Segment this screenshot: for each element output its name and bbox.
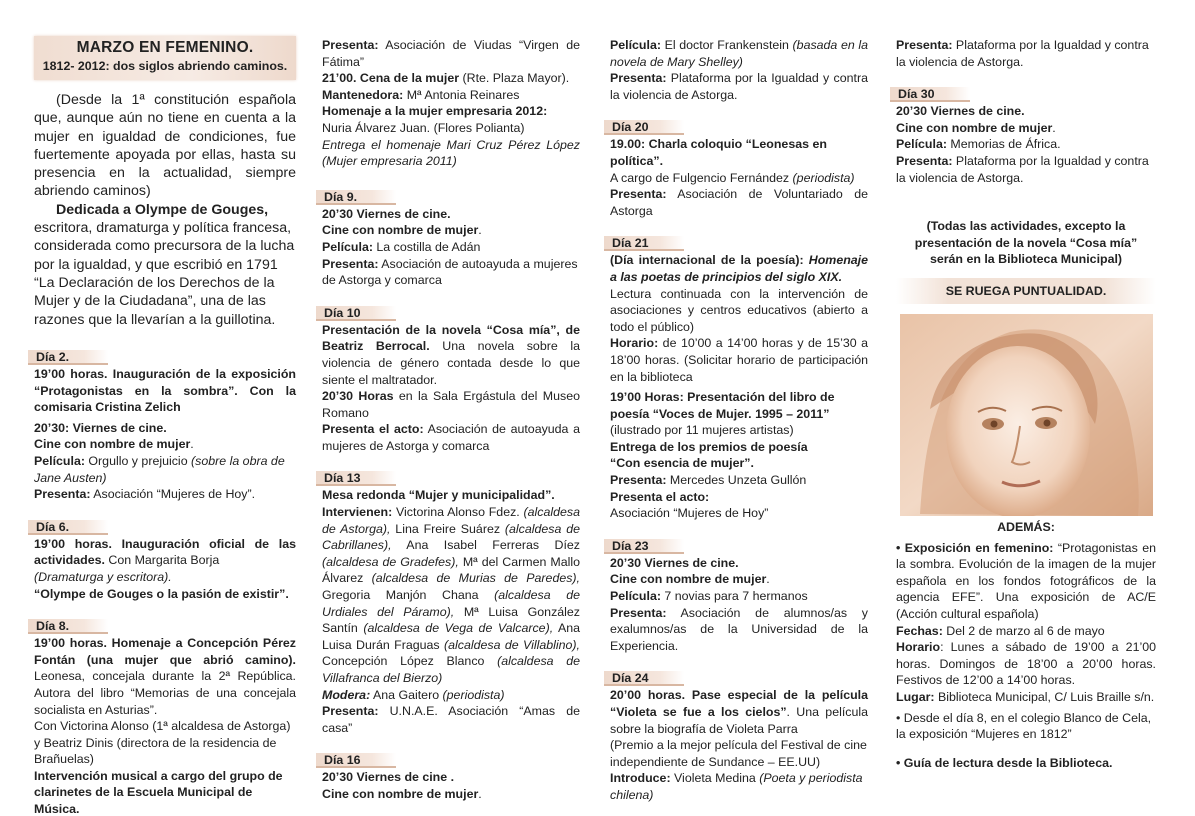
- title-box: [34, 36, 296, 80]
- dedication-text: escritora, dramaturga y política francesa, considerada como precursora de la lucha por la igualdad, y que escribió en 1791 “La Declaración de los Derechos de la Mujer y de la Ciudadana”, una de las razones que la llevarían a la guillotina.: [34, 220, 295, 328]
- column-4: [896, 37, 1156, 304]
- portrait-image: [900, 314, 1153, 516]
- day-6-section: [34, 520, 296, 602]
- day-2-line-2: 20’30: Viernes de cine.: [34, 420, 167, 435]
- day-23-section: Día 23 20’30 Viernes de cine. Cine con nombre de mujer. Película: 7 novias para 7 hermanos Presenta: Asociación de alumnos/as y exalumnos/as de la Universidad de la Experiencia.: [610, 539, 868, 655]
- day-8-line-3: Con Victorina Alonso (1ª alcaldesa de Astorga) y Beatriz Dinis (directora de la residencia de Brañuelas): [34, 719, 291, 767]
- day-8-line-4: Intervención musical a cargo del grupo de clarinetes de la Escuela Municipal de Música.: [34, 768, 283, 816]
- page-subtitle: 1812- 2012: dos siglos abriendo caminos.: [42, 59, 288, 73]
- day-16-tag: Día 16: [316, 753, 396, 768]
- intro-block: [34, 91, 296, 329]
- day-10-section: Día 10 Presentación de la novela “Cosa mía”, de Beatriz Berrocal. Una novela sobre la violencia de género contada desde lo que siente el maltratador. 20’30 Horas en la Sala Ergástula del Museo Romano Presenta el acto: Asociación de autoayuda a mujeres de Astorga y comarca: [322, 306, 580, 455]
- day-2-tag: Día 2.: [28, 350, 108, 365]
- column-1: [34, 350, 296, 816]
- day-2-film: Película: Orgullo y prejuicio (sobre la obra de Jane Austen): [34, 453, 285, 485]
- day-13-tag: Día 13: [316, 471, 396, 486]
- day-9-tag: Día 9.: [316, 190, 396, 205]
- day-30-section: Día 30 20’30 Viernes de cine. Cine con nombre de mujer. Película: Memorias de África. Presenta: Plataforma por la Igualdad y contra la violencia de Astorga.: [896, 87, 1156, 186]
- place-line: Lugar: Biblioteca Municipal, C/ Luis Braille s/n.: [896, 689, 1155, 704]
- ademas-heading: ADEMÁS:: [997, 520, 1055, 534]
- frankenstein-film: Película: El doctor Frankenstein (basada en la novela de Mary Shelley): [610, 38, 868, 69]
- day-2-presenter: Presenta: Asociación “Mujeres de Hoy”.: [34, 487, 256, 502]
- day-24-section: Día 24 20’00 horas. Pase especial de la película “Violeta se fue a los cielos”. Una película sobre la biografía de Violeta Parra (Premio a la mejor película del Festival de cine independiente de Sundance – EE.UU) Introduce: Violeta Medina (Poeta y periodista chilena): [610, 671, 868, 803]
- memorias-presenter-top: Presenta: Plataforma por la Igualdad y contra la violencia de Astorga.: [896, 38, 1149, 69]
- portrait-left-pupil: [991, 421, 998, 428]
- day-9-section: Día 9. 20’30 Viernes de cine. Cine con nombre de mujer. Película: La costilla de Adán Presenta: Asociación de autoayuda a mujeres de Astorga y comarca: [322, 190, 580, 289]
- day-8-tag: Día 8.: [28, 619, 108, 634]
- day-2-section: [34, 350, 296, 503]
- exhibition-item: • Exposición en femenino: “Protagonistas en la sombra. Evolución de la imagen de la mujer española en los fondos fotográficos de la agencia EFE”. Una exposición de AC/E (Acción cultural española): [896, 540, 1156, 621]
- widows-presenter: Presenta: Asociación de Viudas “Virgen de Fátima”: [322, 38, 580, 69]
- day-2-line-1: 19’00 horas. Inauguración de la exposición “Protagonistas en la sombra”. Con la comisaria Cristina Zelich: [34, 367, 296, 415]
- tribute-name: Nuria Álvarez Juan. (Flores Polianta): [322, 120, 525, 135]
- dedication-bold: Dedicada a Olympe de Gouges,: [56, 201, 269, 218]
- day-16-section: Día 16 20’30 Viernes de cine . Cine con nombre de mujer.: [322, 753, 580, 802]
- intro-paragraph: (Desde la 1ª constitución española que, aunque aún no tiene en cuenta a la mujer en igualdad de condiciones, fue fuertemente apoyada por ellas, hasta su presencia en la actualidad, siempre abriendo caminos): [34, 92, 296, 200]
- panelists: Intervienen: Victorina Alonso Fdez. (alcaldesa de Astorga), Lina Freire Suárez (alcaldesa de Cabrillanes), Ana Isabel Ferreras Díez (alcaldesa de Gradefes), Mª del Carmen Mallo Álvarez (alcaldesa de Murias de Paredes), Gregoria Manjón Chana (alcaldesa de Urdiales del Páramo), Mª Luisa González Santín (alcaldesa de Vega de Valcarce), Ana Luisa Durán Fraguas (alcaldesa de Villablino), Concepción López Blanco (alcaldesa de Villafranca del Bierzo): [322, 505, 581, 685]
- additional-info: [896, 519, 1156, 771]
- day-8-section: [34, 619, 296, 816]
- day-10-tag: Día 10: [316, 306, 396, 321]
- venue-note: (Todas las actividades, excepto la presentación de la novela “Cosa mía” serán en la Biblioteca Municipal): [914, 219, 1138, 267]
- day-24-tag: Día 24: [604, 671, 684, 686]
- host-line: Mantenedora: Mª Antonia Reinares: [322, 87, 520, 102]
- day-8-line-1: 19’00 horas. Homenaje a Concepción Pérez Fontán (una mujer que abrió camino). Leonesa, concejala durante la 2ª República. Autora del libro “Memorias de una concejala socialista en Asturias”.: [34, 636, 296, 717]
- day-23-tag: Día 23: [604, 539, 684, 554]
- portrait-face: [946, 346, 1090, 516]
- day-6-line-1: 19’00 horas. Inauguración oficial de las actividades. Con Margarita Borja: [34, 536, 296, 568]
- day-30-tag: Día 30: [890, 87, 970, 102]
- day-13-section: Día 13 Mesa redonda “Mujer y municipalidad”. Intervienen: Victorina Alonso Fdez. (alcaldesa de Astorga), Lina Freire Suárez (alcaldesa de Cabrillanes), Ana Isabel Ferreras Díez (alcaldesa de Gradefes), Mª del Carmen Mallo Álvarez (alcaldesa de Murias de Paredes), Gregoria Manjón Chana (alcaldesa de Urdiales del Páramo), Mª Luisa González Santín (alcaldesa de Vega de Valcarce), Ana Luisa Durán Fraguas (alcaldesa de Villablino), Concepción López Blanco (alcaldesa de Villafranca del Bierzo) Modera: Ana Gaitero (periodista) Presenta: U.N.A.E. Asociación “Amas de casa”: [322, 471, 580, 736]
- punctuality-banner: SE RUEGA PUNTUALIDAD.: [896, 278, 1156, 304]
- tribute-note: Entrega el homenaje Mari Cruz Pérez López (Mujer empresaria 2011): [322, 137, 580, 169]
- day-21-tag: Día 21: [604, 236, 684, 251]
- day-20-section: Día 20 19.00: Charla coloquio “Leonesas en política”. A cargo de Fulgencio Fernández (periodista) Presenta: Asociación de Voluntariado de Astorga: [610, 120, 868, 219]
- day-21-section: Día 21 (Día internacional de la poesía): Homenaje a las poetas de principios del siglo XIX. Lectura continuada con la intervención de asociaciones y centros educativos (abierto a todo el público) Horario: de 10’00 a 14’00 horas y de 15’30 a 18’00 horas. (Solicitar horario de participación en la biblioteca 19’00 Horas: Presentación del libro de poesía “Voces de Mujer. 1995 – 2011” (ilustrado por 11 mujeres artistas) Entrega de los premios de poesía “Con esencia de mujer”. Presenta: Mercedes Unzeta Gullón Presenta el acto: Asociación “Mujeres de Hoy”: [610, 236, 868, 522]
- column-3: Película: El doctor Frankenstein (basada en la novela de Mary Shelley) Presenta: Plataforma por la Igualdad y contra la violencia de Astorga. Día 20 19.00: Charla coloquio “Leonesas en política”. A cargo de Fulgencio Fernández (periodista) Presenta: Asociación de Voluntariado de Astorga Día 21 (Día internacional de la poesía): Homenaje a las poetas de principios del siglo XIX. Lectura continuada con la intervención de asociaciones y centros educativos (abierto a todo el público) Horario: de 10’00 a 14’00 horas y de 15’30 a 18’00 horas. (Solicitar horario de participación en la biblioteca 19’00 Horas: Presentación del libro de poesía “Voces de Mujer. 1995 – 2011” (ilustrado por 11 mujeres artistas) Entrega de los premios de poesía “Con esencia de mujer”. Presenta: Mercedes Unzeta Gullón Presenta el acto: Asociación “Mujeres de Hoy” Día 23 20’30 Viernes de cine. Cine con nombre de mujer. Película: 7 novias para 7 hermanos Presenta: Asociación de alumnos/as y exalumnos/as de la Universidad de la Experiencia. Día 24 20’00 horas. Pase especial de la película “Violeta se fue a los cielos”. Una película sobre la biografía de Violeta Parra (Premio a la mejor película del Festival de cine independiente de Sundance – EE.UU) Introduce: Violeta Medina (Poeta y periodista chilena): [610, 37, 868, 804]
- page-title: MARZO EN FEMENINO.: [76, 39, 254, 56]
- school-exhibition-item: • Desde el día 8, en el colegio Blanco de Cela, la exposición “Mujeres en 1812”: [896, 710, 1152, 742]
- day-20-tag: Día 20: [604, 120, 684, 135]
- dates-line: Fechas: Del 2 de marzo al 6 de mayo: [896, 623, 1105, 638]
- tribute-heading: Homenaje a la mujer empresaria 2012:: [322, 104, 548, 119]
- day-6-line-2: (Dramaturga y escritora).: [34, 569, 172, 584]
- reading-guide-item: • Guía de lectura desde la Biblioteca.: [896, 755, 1113, 770]
- day-6-tag: Día 6.: [28, 520, 108, 535]
- dinner-line: 21’00. Cena de la mujer (Rte. Plaza Mayor).: [322, 71, 570, 86]
- dedication-paragraph: [34, 201, 296, 329]
- column-2: [322, 37, 580, 803]
- day-2-line-3: Cine con nombre de mujer.: [34, 437, 194, 452]
- portrait-right-pupil: [1044, 420, 1051, 427]
- day-6-line-3: “Olympe de Gouges o la pasión de existir”.: [34, 586, 289, 601]
- schedule-line: Horario: Lunes a sábado de 19’00 a 21’00 horas. Domingos de 18’00 a 20’00 horas. Festivos de 12’00 a 14’00 horas.: [896, 640, 1156, 688]
